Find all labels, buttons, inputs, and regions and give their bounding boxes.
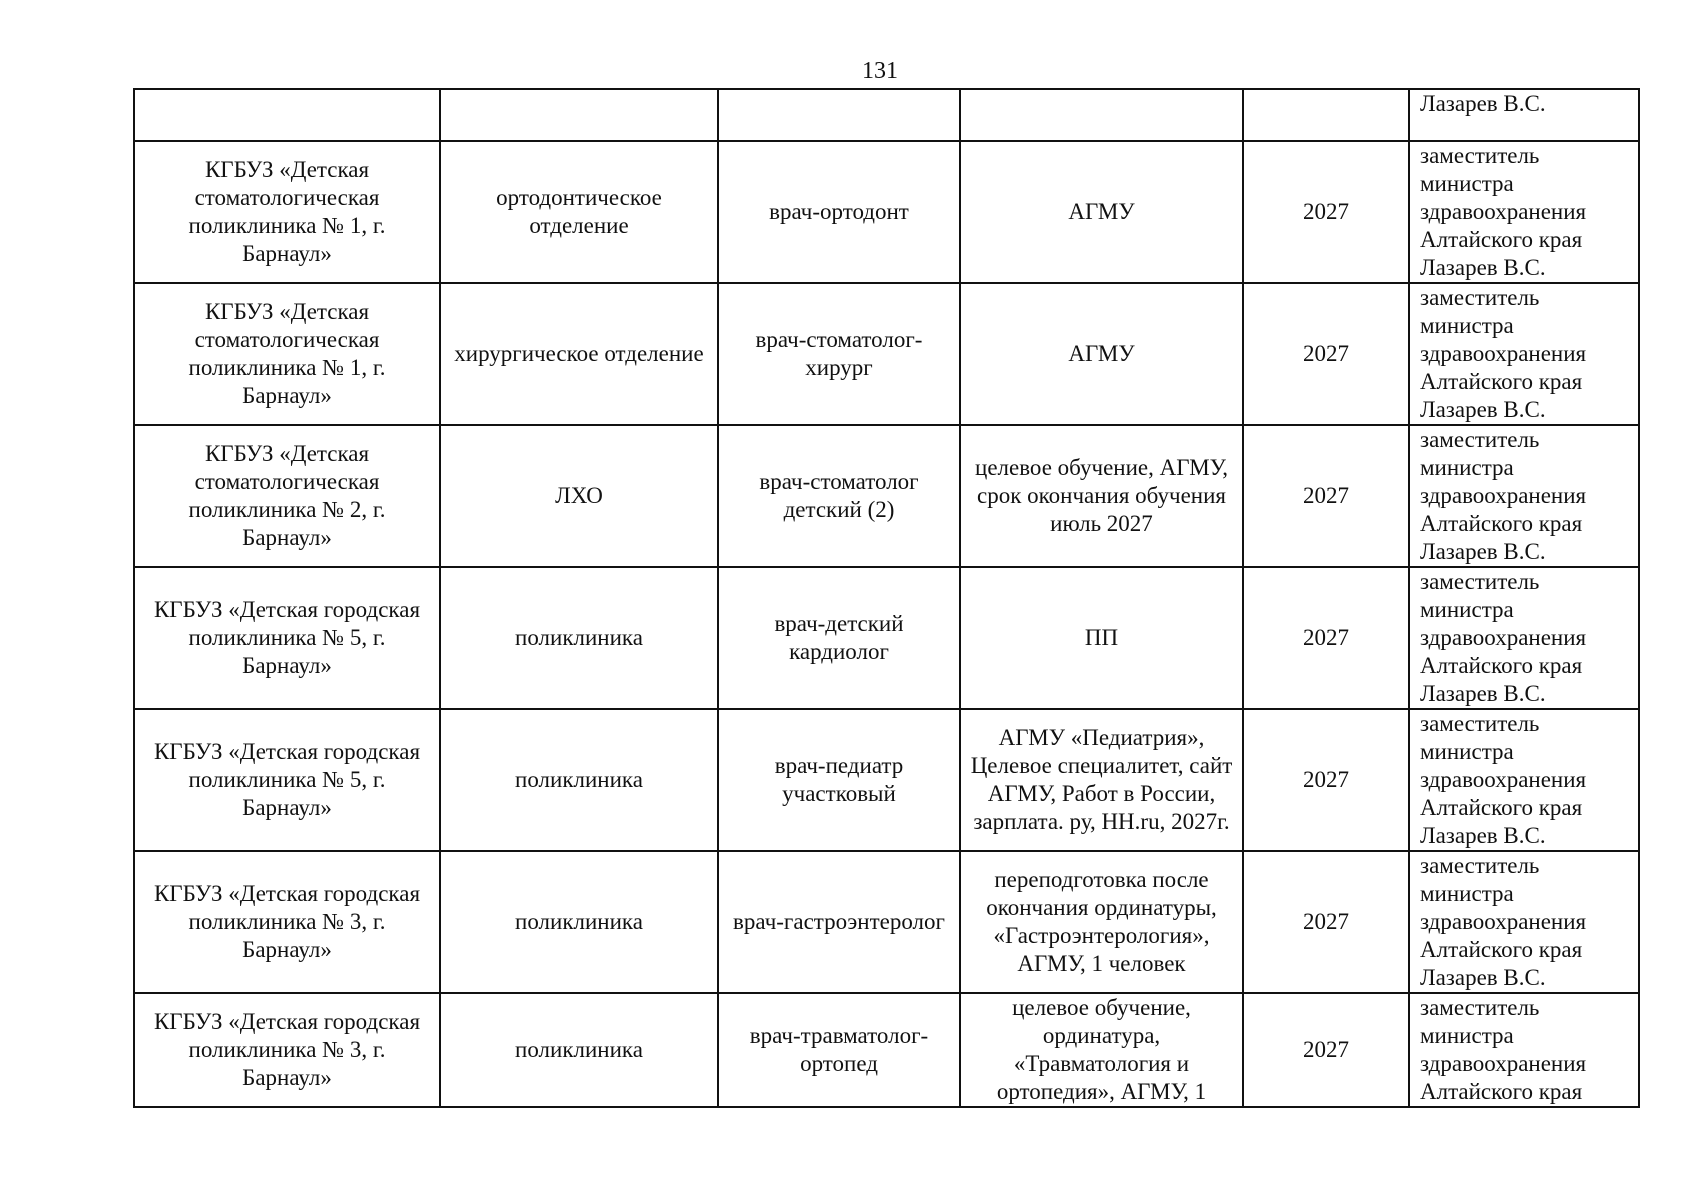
department-cell: ортодонтическое отделение — [440, 141, 718, 283]
position-cell: врач-ортодонт — [718, 141, 960, 283]
organization-cell: КГБУЗ «Детская городская поликлиника № 5, г. Барнаул» — [134, 567, 440, 709]
organization-cell: КГБУЗ «Детская стоматологическая поликлиника № 1, г. Барнаул» — [134, 141, 440, 283]
department-cell — [440, 89, 718, 141]
responsible-cell: заместитель министра здравоохранения Алтайского края — [1409, 993, 1639, 1107]
organization-cell: КГБУЗ «Детская городская поликлиника № 3, г. Барнаул» — [134, 993, 440, 1107]
year-cell — [1243, 89, 1409, 141]
source-cell: переподготовка после окончания ординатуры, «Гастроэнтерология», АГМУ, 1 человек — [960, 851, 1243, 993]
department-cell: поликлиника — [440, 993, 718, 1107]
source-cell: целевое обучение, ординатура, «Травматология и ортопедия», АГМУ, 1 — [960, 993, 1243, 1107]
responsible-cell: заместитель министра здравоохранения Алтайского края Лазарев В.С. — [1409, 283, 1639, 425]
source-cell: АГМУ «Педиатрия», Целевое специалитет, сайт АГМУ, Работ в России, зарплата. ру, HH.ru, 2027г. — [960, 709, 1243, 851]
table-row — [134, 993, 1639, 1107]
responsible-cell: заместитель министра здравоохранения Алтайского края Лазарев В.С. — [1409, 709, 1639, 851]
department-cell: хирургическое отделение — [440, 283, 718, 425]
position-cell: врач-гастроэнтеролог — [718, 851, 960, 993]
organization-cell: КГБУЗ «Детская стоматологическая поликлиника № 2, г. Барнаул» — [134, 425, 440, 567]
department-cell: поликлиника — [440, 851, 718, 993]
organization-cell — [134, 89, 440, 141]
position-cell — [718, 89, 960, 141]
department-cell: поликлиника — [440, 567, 718, 709]
source-cell: АГМУ — [960, 283, 1243, 425]
position-cell: врач-стоматолог детский (2) — [718, 425, 960, 567]
year-cell: 2027 — [1243, 141, 1409, 283]
year-cell: 2027 — [1243, 709, 1409, 851]
position-cell: врач-стоматолог-хирург — [718, 283, 960, 425]
organization-cell: КГБУЗ «Детская стоматологическая поликлиника № 1, г. Барнаул» — [134, 283, 440, 425]
year-cell: 2027 — [1243, 425, 1409, 567]
source-cell: АГМУ — [960, 141, 1243, 283]
table-row — [134, 567, 1639, 709]
page-number: 131 — [862, 58, 898, 84]
department-cell: ЛХО — [440, 425, 718, 567]
organization-cell: КГБУЗ «Детская городская поликлиника № 5, г. Барнаул» — [134, 709, 440, 851]
table-row — [134, 141, 1639, 283]
table-row — [134, 283, 1639, 425]
source-cell: целевое обучение, АГМУ, срок окончания обучения июль 2027 — [960, 425, 1243, 567]
source-cell — [960, 89, 1243, 141]
responsible-cell: заместитель министра здравоохранения Алтайского края Лазарев В.С. — [1409, 567, 1639, 709]
table-row — [134, 709, 1639, 851]
department-cell: поликлиника — [440, 709, 718, 851]
responsible-cell: заместитель министра здравоохранения Алтайского края Лазарев В.С. — [1409, 141, 1639, 283]
table-row — [134, 89, 1639, 141]
year-cell: 2027 — [1243, 993, 1409, 1107]
responsible-cell: Лазарев В.С. — [1409, 89, 1639, 141]
year-cell: 2027 — [1243, 567, 1409, 709]
table-row — [134, 425, 1639, 567]
year-cell: 2027 — [1243, 283, 1409, 425]
responsible-cell: заместитель министра здравоохранения Алтайского края Лазарев В.С. — [1409, 425, 1639, 567]
organization-cell: КГБУЗ «Детская городская поликлиника № 3, г. Барнаул» — [134, 851, 440, 993]
table-row — [134, 851, 1639, 993]
year-cell: 2027 — [1243, 851, 1409, 993]
position-cell: врач-травматолог-ортопед — [718, 993, 960, 1107]
source-cell: ПП — [960, 567, 1243, 709]
staffing-table — [133, 88, 1640, 1108]
position-cell: врач-детский кардиолог — [718, 567, 960, 709]
position-cell: врач-педиатр участковый — [718, 709, 960, 851]
responsible-cell: заместитель министра здравоохранения Алтайского края Лазарев В.С. — [1409, 851, 1639, 993]
